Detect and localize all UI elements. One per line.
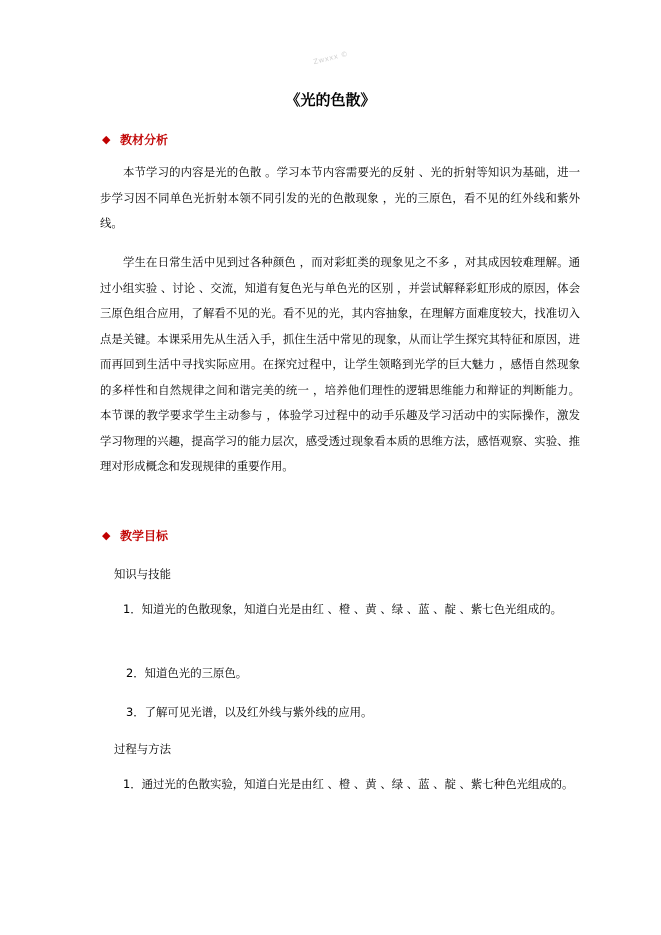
goal-item-1: 1．知道光的色散现象，知道白光是由红 、橙 、黄 、绿 、蓝 、靛 、紫七色光组成的。 [123, 602, 563, 616]
paragraph-content-overview: 本节学习的内容是光的色散 。学习本节内容需要光的反射 、光的折射等知识为基础，进一步学习因不同单色光折射本领不同引发的光的色散现象 ，光的三原色，看不见的红外线和紫外线。 [100, 165, 580, 230]
diamond-bullet-icon: ◆ [102, 529, 111, 542]
section-heading-label: 教学目标 [120, 529, 169, 543]
goal-item-2: 2．知道色光的三原色。 [126, 666, 248, 680]
goal-item-4: 1．通过光的色散实验，知道白光是由红 、橙 、黄 、绿 、蓝 、靛 、紫七种色光组成的。 [123, 777, 574, 791]
section-heading-teaching-goals [102, 527, 168, 545]
paragraph-student-analysis: 学生在日常生活中见到过各种颜色 ，而对彩虹类的现象见之不多 ，对其成因较难理解。通过小组实验 、讨论 、交流，知道有复色光与单色光的区别 ，并尝试解释彩虹形成的原因，体会三原色组合应用，了解看不见的光。看不见的光，其内容抽象，在理解方面难度较大，找准切入点是关键。本课采用先从生活入手，抓住生活中常见的现象，从而让学生探究其特征和原因，进而再回到生活中寻找实际应用。在探究过程中，让学生领略到光学的巨大魅力 ，感悟自然现象的多样性和自然规律之间和谐完美的统一 ，培养他们理性的逻辑思维能力和辩证的判断能力。本节课的教学要求学生主动参与 ，体验学习过程中的动手乐趣及学习活动中的实际操作，激发学习物理的兴趣，提高学习的能力层次，感受透过现象看本质的思维方法，感悟观察、实验、推理对形成概念和发现规律的重要作用。 [100, 255, 580, 473]
diamond-bullet-icon: ◆ [102, 133, 111, 146]
section-heading-textbook-analysis [102, 131, 168, 149]
section-heading-label: 教材分析 [120, 133, 169, 147]
goal-item-3: 3．了解可见光谱，以及红外线与紫外线的应用。 [126, 705, 373, 719]
document-title: 《光的色散》 [285, 91, 376, 109]
subheading-process-methods: 过程与方法 [114, 742, 171, 756]
subheading-knowledge-skills: 知识与技能 [114, 567, 171, 581]
watermark: Zwxxx © [312, 49, 350, 67]
